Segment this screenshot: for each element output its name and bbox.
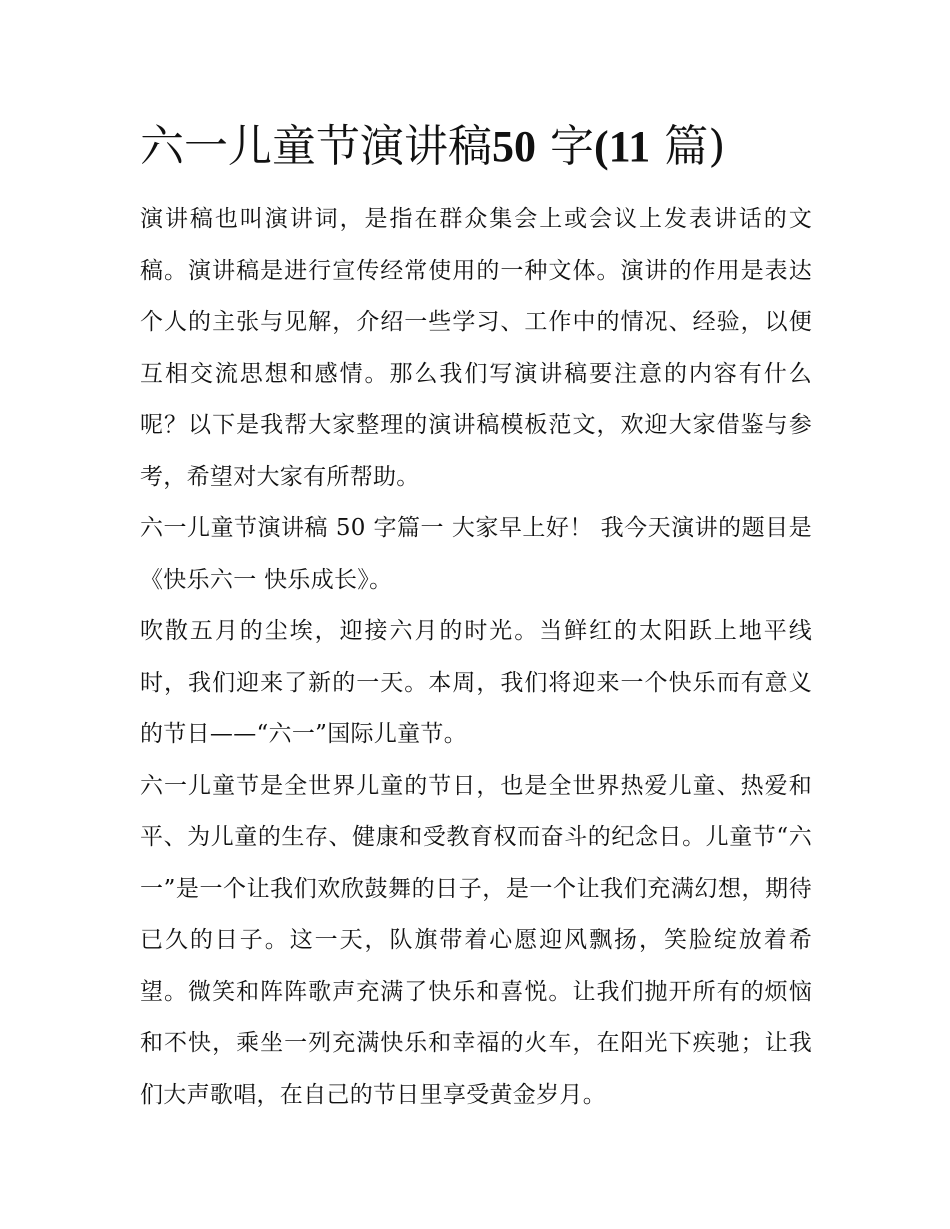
title-text-part-1: 六一儿童节演讲稿 xyxy=(140,121,492,172)
title-text-part-3: 篇) xyxy=(650,121,726,172)
speech-heading-paragraph: 六一儿童节演讲稿 50 字篇一 大家早上好！ 我今天演讲的题目是《快乐六一 快乐成长》。 xyxy=(140,515,812,593)
document-title xyxy=(140,112,812,182)
title-text-part-2: 字 xyxy=(536,121,594,172)
title-number-50: 50 xyxy=(492,122,536,171)
document-body xyxy=(140,112,812,1121)
body-paragraph-1: 吹散五月的尘埃，迎接六月的时光。当鲜红的太阳跃上地平线时，我们迎来了新的一天。本周，我们将迎来一个快乐而有意义的节日——“六一”国际儿童节。 xyxy=(140,618,812,747)
body-paragraph-2: 六一儿童节是全世界儿童的节日，也是全世界热爱儿童、热爱和平、为儿童的生存、健康和受教育权而奋斗的纪念日。儿童节“六一”是一个让我们欢欣鼓舞的日子，是一个让我们充满幻想，期待已久的日子。这一天，队旗带着心愿迎风飘扬，笑脸绽放着希望。微笑和阵阵歌声充满了快乐和喜悦。让我们抛开所有的烦恼和不快，乘坐一列充满快乐和幸福的火车，在阳光下疾驰；让我们大声歌唱，在自己的节日里享受黄金岁月。 xyxy=(140,772,812,1108)
title-number-11: (11 xyxy=(594,122,651,171)
intro-paragraph: 演讲稿也叫演讲词，是指在群众集会上或会议上发表讲话的文稿。演讲稿是进行宣传经常使用的一种文体。演讲的作用是表达个人的主张与见解，介绍一些学习、工作中的情况、经验，以便互相交流思想和感情。那么我们写演讲稿要注意的内容有什么呢？以下是我帮大家整理的演讲稿模板范文，欢迎大家借鉴与参考，希望对大家有所帮助。 xyxy=(140,206,812,490)
